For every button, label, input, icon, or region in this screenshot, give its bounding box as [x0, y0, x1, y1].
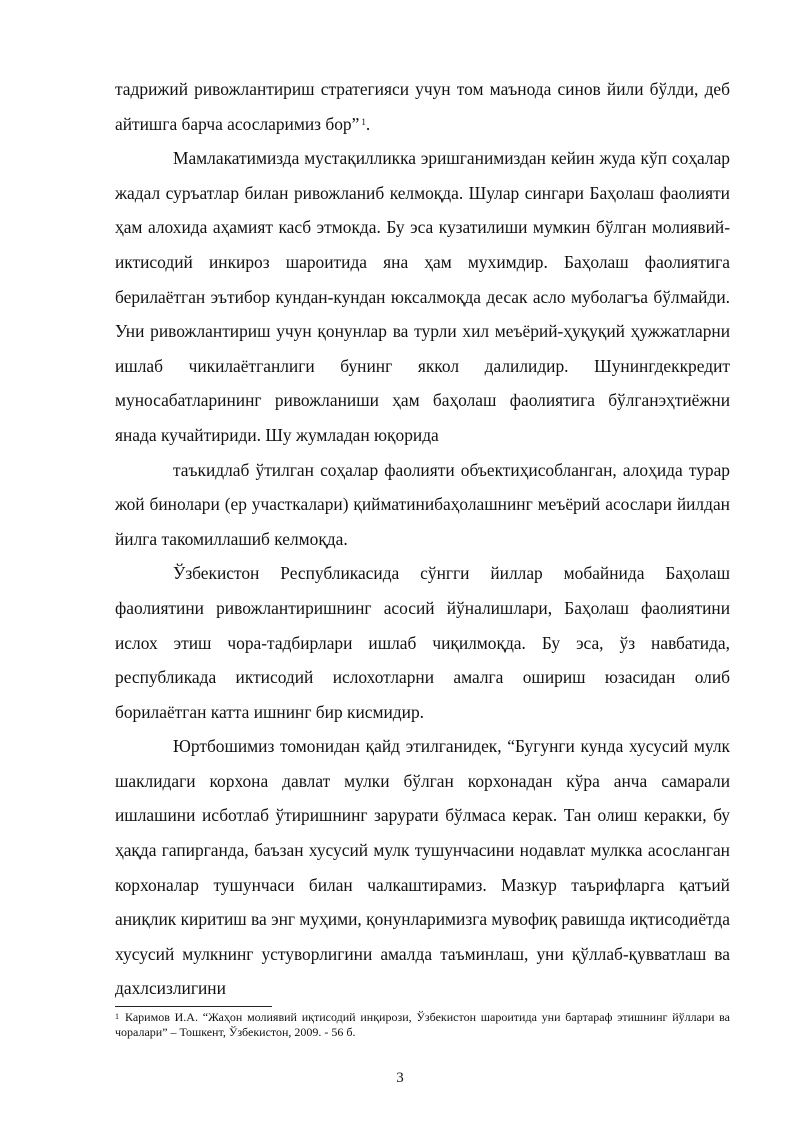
footnote-reference[interactable]: 1: [361, 116, 366, 127]
paragraph: Мамлакатимизда мустақилликка эришганимиздан кейин жуда кўп соҳалар жадал суръатлар билан ривожланиб келмоқда. Шулар сингари Баҳолаш фаолияти ҳам алохида аҳамият касб этмокда. Бу эса кузатилиши мумкин бўлган молиявий-иктисодий инкироз шароитида яна ҳам мухимдир. Баҳолаш фаолиятига берилаётган эътибор кундан-кундан юксалмоқда десак асло муболагъа бўлмайди. Уни ривожлантириш учун қонунлар ва турли хил меъёрий-ҳуқуқий ҳужжатларни ишлаб чикилаётганлиги бунинг яккол далилидир. Шунингдеккредит муносабатларининг ривожланиши ҳам баҳолаш фаолиятига бўлганэҳтиёжни янада кучайтириди. Шу жумладан юқорида: [115, 148, 730, 445]
page-number: 3: [396, 1070, 404, 1086]
paragraph: таъкидлаб ўтилган соҳалар фаолияти объектиҳисобланган, алоҳида турар жой бинолари (ер участкалари) қийматинибаҳолашнинг меъёрий асослари йилдан йилга такомиллашиб келмоқда.: [115, 459, 730, 549]
paragraph: Юртбошимиз томонидан қайд этилганидек, “Бугунги кунда хусусий мулк шаклидаги корхона давлат мулки бўлган корхонадан кўра анча самарали ишлашини исботлаб ўтиришнинг зарурати бўлмаса керак. Тан олиш керакки, бу ҳақда гапирганда, баъзан хусусий мулк тушунчасини нодавлат мулкка асосланган корхоналар тушунчаси билан чалкаштирамиз. Мазкур таърифларга қатъий аниқлик киритиш ва энг муҳими, қонунларимизга мувофиқ равишда иқтисодиётда хусусий мулкнинг устуворлигини амалда таъминлаш, уни қўллаб-қувватлаш ва дахлсизлигини: [115, 736, 730, 999]
footnote-text: Каримов И.А. “Жаҳон молиявий иқтисодий инқирози, Ўзбекистон шароитида уни бартараф этишнинг йўллари ва чоралари” – Тошкент, Ўзбекистон, 2009. - 56 б.: [115, 1010, 730, 1039]
paragraph-text: тадрижий ривожлантириш стратегияси учун том маънода синов йили бўлди, деб айтишга барча асосларимиз бор”: [115, 79, 730, 134]
paragraph: Ўзбекистон Республикасида сўнгги йиллар мобайнида Баҳолаш фаолиятини ривожлантиришнинг асосий йўналишлари, Баҳолаш фаолиятини ислох этиш чора-тадбирлари ишлаб чиқилмоқда. Бу эса, ўз навбатида, республикада иктисодий ислохотларни амалга ошириш юзасидан олиб борилаётган катта ишнинг бир кисмидир.: [115, 563, 730, 722]
footnote: [115, 1010, 730, 1039]
body-text: [115, 72, 730, 1006]
paragraph-continuation: тадрижий ривожлантириш стратегияси учун том маънода синов йили бўлди, деб айтишга барча асосларимиз бор” $^1$.: [115, 79, 730, 134]
footnote-divider: [115, 1006, 272, 1007]
footnote-marker: 1: [115, 1012, 119, 1021]
